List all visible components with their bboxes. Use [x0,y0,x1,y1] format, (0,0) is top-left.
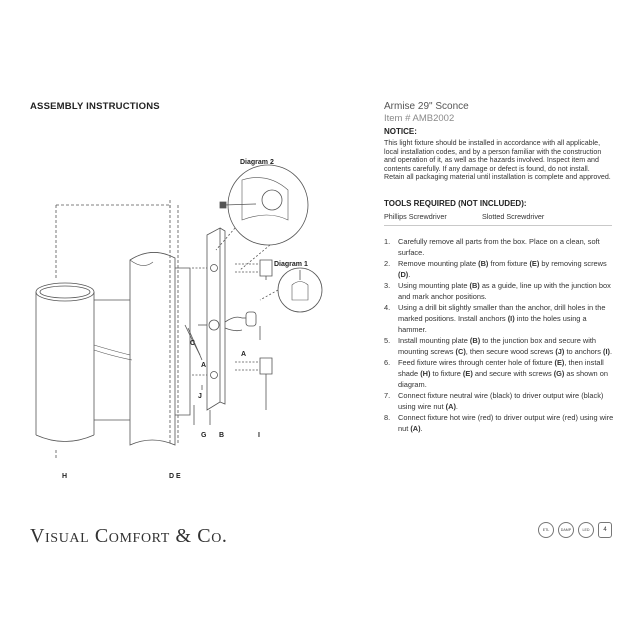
step-text: Using mounting plate [398,281,470,290]
instruction-step [384,236,614,258]
part-reference: (I) [603,347,610,356]
diagram-1-label: Diagram 1 [274,261,308,268]
instruction-step [384,258,614,280]
part-reference: (B) [469,336,481,345]
tools-title: TOOLS REQUIRED (NOT INCLUDED): [384,199,527,208]
step-text: from fixture [488,259,530,268]
tool-slotted-screwdriver: Slotted Screwdriver [482,212,545,221]
product-title: Armise 29" Sconce [384,101,469,112]
led-cert-icon: LED [578,522,594,538]
step-text: to anchors [564,347,604,356]
etl-cert-icon: ETL [538,522,554,538]
step-text: . [610,347,613,356]
step-number: 7. [384,391,391,400]
tool-phillips-screwdriver: Phillips Screwdriver [384,212,447,221]
part-reference: (I) [507,314,515,323]
step-text: , then install shade [398,358,604,378]
certification-badges [538,522,612,538]
instruction-step [384,412,614,434]
notice-title: NOTICE: [384,127,417,136]
assembly-diagram [20,150,340,490]
step-text: to the junction box and secure with mounting screws [398,336,597,356]
instruction-step [384,280,614,302]
part-label-b: B [219,432,225,439]
step-number: 1. [384,237,391,246]
step-number: 8. [384,413,391,422]
part-label-a-left: A [201,362,207,369]
section-title: ASSEMBLY INSTRUCTIONS [30,101,160,112]
step-text: . [455,402,458,411]
part-label-d-e: D E [169,473,181,480]
page-number: 4 [598,522,612,538]
part-reference: (E) [529,259,540,268]
part-reference: (E) [462,369,473,378]
step-text: Install mounting plate [398,336,470,345]
instruction-step [384,390,614,412]
part-label-g: G [201,432,207,439]
part-reference: (E) [554,358,565,367]
step-text: Connect fixture neutral wire (black) to driver output wire (black) using wire nut [398,391,604,411]
item-number: Item # AMB2002 [384,113,455,124]
part-reference: (C) [455,347,466,356]
part-reference: (A) [445,402,456,411]
instruction-step [384,357,614,390]
instruction-step [384,302,614,335]
step-text: Feed fixture wires through center hole of fixture [398,358,555,367]
step-text: Using a drill bit slightly smaller than the anchor, drill holes in the marked positions. Install anchors [398,303,606,323]
step-number: 5. [384,336,391,345]
step-number: 3. [384,281,391,290]
step-text: , then secure wood screws [465,347,556,356]
step-text: . [408,270,411,279]
notice-body: This light fixture should be installed in accordance with all applicable, local installation codes, and by a person familiar with the construction and operation of it, as well as the hazards involved. Inspect item and contents carefully. If any damage or defect is found, do not install. Retain all packaging material until installation is complete and approved. [384,139,611,182]
step-number: 4. [384,303,391,312]
part-reference: (G) [553,369,565,378]
step-text: as shown on diagram. [398,369,608,389]
diagram-2-label: Diagram 2 [240,159,274,166]
part-label-i: I [258,432,260,439]
step-text: Remove mounting plate [398,259,479,268]
part-label-a: A [241,351,247,358]
step-text: Connect fixture hot wire (red) to driver output wire (red) using wire nut [398,413,614,433]
brand-logo: Visual Comfort & Co. [30,525,228,547]
part-label-j: J [198,393,202,400]
instruction-steps [384,236,614,434]
part-reference: (A) [410,424,421,433]
part-reference: (H) [420,369,431,378]
part-label-h: H [62,473,68,480]
part-reference: (J) [555,347,565,356]
step-text: as a guide, line up with the junction box and mark anchor positions. [398,281,611,301]
step-text: and secure with screws [472,369,554,378]
step-text: by removing screws [539,259,607,268]
step-number: 6. [384,358,391,367]
step-number: 2. [384,259,391,268]
damp-cert-icon: DAMP [558,522,574,538]
part-reference: (B) [469,281,480,290]
part-label-c: C [190,340,196,347]
step-text: into the holes using a hammer. [398,314,587,334]
divider [384,225,612,226]
step-text: to fixture [430,369,463,378]
part-reference: (D) [398,270,409,279]
step-text: Carefully remove all parts from the box. Place on a clean, soft surface. [398,237,600,257]
part-reference: (B) [478,259,489,268]
instruction-step [384,335,614,357]
step-text: . [420,424,423,433]
